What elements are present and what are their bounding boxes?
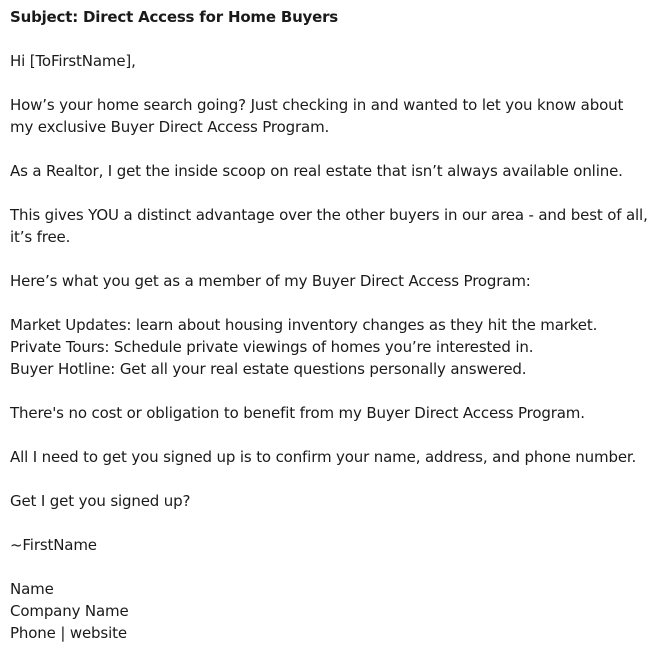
paragraph-intro-line-1: How’s your home search going? Just checking in and wanted to let you know about xyxy=(10,96,624,114)
paragraph-no-cost-line: There's no cost or obligation to benefit from my Buyer Direct Access Program. xyxy=(10,404,585,422)
spacer xyxy=(10,424,640,446)
paragraph-benefits-intro xyxy=(10,270,640,292)
benefit-item-private-tours: Private Tours: Schedule private viewings of homes you’re interested in. xyxy=(10,338,534,356)
signature-name: Name xyxy=(10,580,54,598)
greeting: Hi [ToFirstName], xyxy=(10,52,136,70)
spacer xyxy=(10,182,640,204)
benefits-list xyxy=(10,314,640,380)
paragraph-benefits-intro-line: Here’s what you get as a member of my Buyer Direct Access Program: xyxy=(10,272,531,290)
spacer xyxy=(10,556,640,578)
spacer xyxy=(10,380,640,402)
paragraph-advantage xyxy=(10,204,648,248)
spacer xyxy=(10,72,640,94)
paragraph-intro xyxy=(10,94,640,138)
paragraph-question xyxy=(10,490,640,512)
spacer xyxy=(10,248,640,270)
email-subject: Subject: Direct Access for Home Buyers xyxy=(10,8,339,26)
signature-block xyxy=(10,578,640,644)
paragraph-advantage-line-1: This gives YOU a distinct advantage over the other buyers in our area - and best of all, xyxy=(10,206,648,224)
paragraph-signup-line: All I need to get you signed up is to confirm your name, address, and phone number. xyxy=(10,448,637,466)
signoff: ~FirstName xyxy=(10,536,97,554)
spacer xyxy=(10,468,640,490)
spacer xyxy=(10,28,640,50)
paragraph-question-line: Get I get you signed up? xyxy=(10,492,191,510)
paragraph-no-cost xyxy=(10,402,640,424)
spacer xyxy=(10,138,640,160)
paragraph-intro-line-2: my exclusive Buyer Direct Access Program. xyxy=(10,118,330,136)
benefit-item-market-updates: Market Updates: learn about housing inventory changes as they hit the market. xyxy=(10,316,598,334)
signature-contact: Phone | website xyxy=(10,624,127,642)
spacer xyxy=(10,292,640,314)
spacer xyxy=(10,512,640,534)
paragraph-signup xyxy=(10,446,640,468)
signature-company: Company Name xyxy=(10,602,129,620)
paragraph-realtor xyxy=(10,160,640,182)
paragraph-advantage-line-2: it’s free. xyxy=(10,228,71,246)
benefit-item-buyer-hotline: Buyer Hotline: Get all your real estate questions personally answered. xyxy=(10,360,527,378)
paragraph-realtor-line: As a Realtor, I get the inside scoop on real estate that isn’t always available online. xyxy=(10,162,623,180)
